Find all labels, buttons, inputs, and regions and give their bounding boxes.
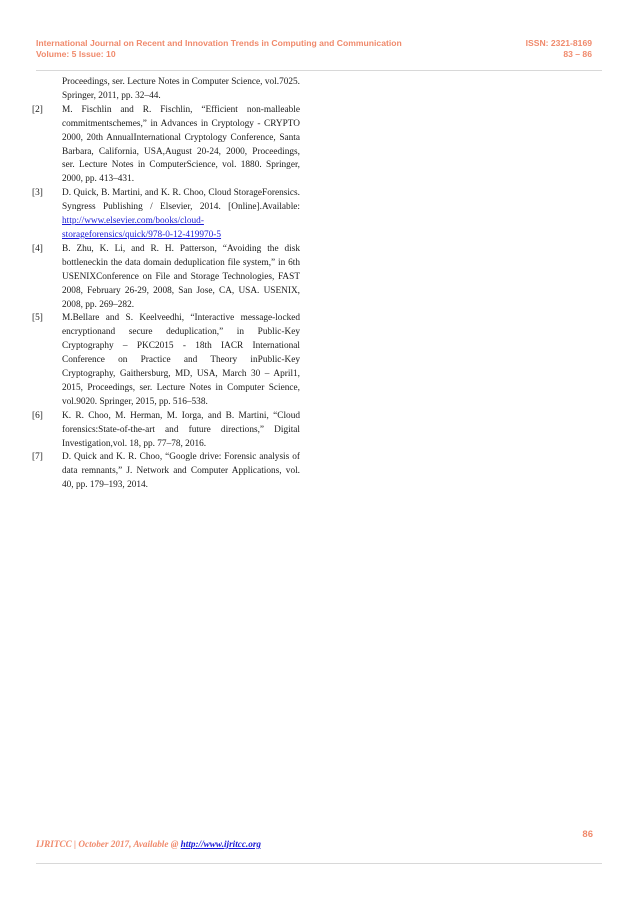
reference-4 (32, 243, 300, 313)
reference-continued (32, 76, 300, 104)
reference-text: M.Bellare and S. Keelveedhi, “Interactive message-locked encryptionand secure deduplication,” in Public-Key Cryptography – PKC2015 - 18th IACR International Conference on Practice and Theory inPublic-Key Cryptography, Gaithersburg, MD, USA, March 30 – April1, 2015, Proceedings, ser. Lecture Notes in Computer Science, vol.9020. Springer, 2015, pp. 516–538. (62, 313, 300, 407)
reference-text: B. Zhu, K. Li, and R. H. Patterson, “Avoiding the disk bottleneckin the data domain deduplication file system,” in 6th USENIXConference on File and Storage Technologies, FAST 2008, February 26-29, 2008, San Jose, CA, USA. USENIX, 2008, pp. 269–282. (62, 243, 300, 310)
page-range: 83 – 86 (563, 49, 592, 59)
reference-text: D. Quick and K. R. Choo, “Google drive: Forensic analysis of data remnants,” J. Network and Computer Applications, vol. 40, pp. 179–193, 2014. (62, 452, 300, 491)
reference-link[interactable]: http://www.elsevier.com/books/cloud-storageforensics/quick/978-0-12-419970-5 (62, 216, 222, 240)
reference-number: [5] (32, 313, 43, 324)
issn: ISSN: 2321-8169 (525, 38, 592, 48)
header-rule (36, 70, 602, 71)
footer-link[interactable]: http://www.ijritcc.org (180, 839, 261, 849)
reference-number: [2] (32, 104, 43, 115)
reference-body (62, 187, 300, 243)
reference-list (32, 76, 300, 493)
header-left (36, 38, 402, 60)
footer-rule (36, 863, 602, 864)
header-right (526, 38, 592, 60)
reference-5 (32, 312, 300, 409)
reference-text: Proceedings, ser. Lecture Notes in Computer Science, vol.7025. Springer, 2011, pp. 32–44. (62, 77, 300, 101)
reference-number: [7] (32, 452, 43, 463)
reference-3 (32, 187, 300, 243)
footer-text: IJRITCC | October 2017, Available @ (36, 839, 181, 849)
page-number: 86 (582, 829, 593, 840)
reference-text: K. R. Choo, M. Herman, M. Iorga, and B. Martini, “Cloud forensics:State-of-the-art and future directions,” Digital Investigation,vol. 18, pp. 77–78, 2016. (62, 410, 300, 449)
reference-text: M. Fischlin and R. Fischlin, “Efficient non-malleable commitmentschemes,” in Advances in Cryptology - CRYPTO 2000, 20th AnnualInternational Cryptology Conference, Santa Barbara, California, USA,August 20-24, 2000, Proceedings, ser. Lecture Notes in ComputerScience, vol. 1880. Springer, 2000, pp. 413–431. (62, 104, 300, 185)
reference-text: D. Quick, B. Martini, and K. R. Choo, Cloud StorageForensics. Syngress Publishing / Elsevier, 2014. [Online].Available: (62, 188, 300, 213)
reference-6 (32, 410, 300, 452)
reference-7 (32, 451, 300, 493)
page-footer (36, 839, 261, 849)
reference-2 (32, 104, 300, 187)
reference-number: [6] (32, 410, 43, 421)
reference-number: [3] (32, 188, 43, 199)
reference-number: [4] (32, 243, 43, 254)
page-header (36, 38, 602, 68)
volume-issue: Volume: 5 Issue: 10 (36, 49, 116, 59)
journal-title: International Journal on Recent and Innovation Trends in Computing and Communication (36, 38, 402, 48)
